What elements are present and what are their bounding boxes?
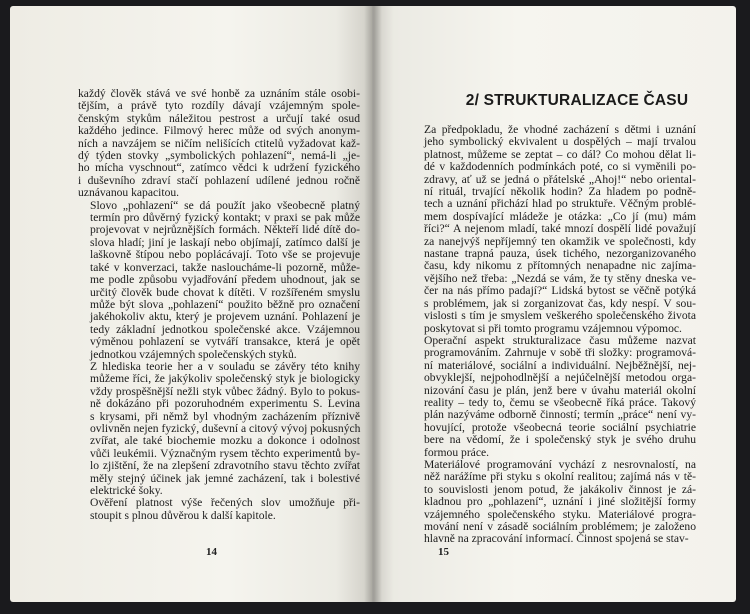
paragraph	[412, 335, 696, 459]
text-line: bere na vědomí, že i společenský styk je svého druhu	[424, 433, 696, 447]
text-line: uznávanou kapacitou.	[78, 186, 180, 200]
book-spread	[10, 6, 736, 602]
paragraph	[412, 459, 696, 546]
text-line: lo zjištění, že na zlepšení zdravotního stavu těchto zvířat	[90, 459, 360, 473]
text-line: tějším, a právě tyto rozdíly dávají vzájemným spole-	[78, 99, 360, 113]
text-line: můžeme říci, že jakýkoliv společenský styk je biologicky	[90, 372, 360, 386]
left-page-text	[78, 88, 360, 522]
text-line: může být slova „pohlazení“ použito běžně pro označení	[90, 297, 360, 311]
paragraph	[78, 361, 360, 497]
text-line: mování není v zásadě sociálním problémem; je založeno	[424, 520, 696, 533]
text-line: vůči leukémii. Význačným rysem těchto experimentů by-	[90, 446, 360, 460]
text-line: říci?“ A nejenom mladí, také mnozí dospělí lidé považují	[424, 222, 696, 236]
text-line: termín pro důvěrný fyzický kontakt; v praxi se pak může	[90, 211, 360, 225]
text-line: projevovat v nejrůznějších formách. Někteří lidé dítě do-	[90, 223, 360, 237]
text-line: měly stejný účinek jak jemné zacházení, tak i bolestivé	[90, 471, 360, 485]
text-line: obvyklejší, nejpohodlnější a nejúčelnější metodou orga-	[424, 371, 696, 385]
text-line: zdravy, ať už se jedná o přátelské „Ahoj!“ nebo oriental-	[424, 172, 696, 186]
text-line: za nanejvýš nepříjemný ten okamžik ve společnosti, kdy	[424, 234, 696, 248]
text-line: tedy základní jednotkou společenské akce. Vzájemnou	[90, 322, 360, 336]
text-line: formou práce.	[424, 445, 490, 459]
book-gutter	[364, 6, 382, 602]
text-line: ní rituál, trvající několik hodin? Za hladem po podně-	[424, 185, 696, 199]
text-line: určitý člověk bude chovat k dítěti. V rozšířeném smyslu	[90, 285, 360, 299]
text-line: Za předpokladu, že vhodné zacházení s dětmi i uznání	[424, 123, 696, 136]
paragraph	[412, 124, 696, 335]
text-line: i duševního zdraví stačí pohlazení udílené jednou ročně	[78, 173, 360, 187]
text-line: Slovo „pohlazení“ se dá použít jako všeobecně platný	[90, 198, 360, 212]
text-line: čer na nás přímo padají?“ Lidská bytost se věčně potýká	[424, 284, 696, 298]
text-line: vějšího než třeba: „Nezdá se vám, že ty stěny dneska ve-	[424, 271, 696, 285]
text-line: to souvislosti jenom potud, že jakákoliv činnost je zá-	[424, 482, 696, 496]
text-line: Ověření platnost výše řečených slov umožňuje při-	[90, 496, 360, 510]
text-line: platnost, můžeme se zeptat – co dál? Co mohou dělat li-	[424, 147, 696, 161]
text-line: elektrické šoky.	[90, 484, 163, 497]
text-line: dé v každodenních podmínkách poté, co si vyměnili po-	[424, 160, 696, 174]
text-line: mem dospívající mládeže je otázka: „Co jí (mu) mám	[424, 209, 696, 223]
left-page-number: 14	[206, 546, 217, 558]
text-line: jednotkou vzájemných společenských styků.	[90, 347, 297, 361]
text-line: hovující, protože všeobecná teorie sociální psychiatrie	[424, 420, 696, 434]
right-page-text	[412, 124, 696, 546]
text-line: jakéhokoliv aktu, který je projevem uznání. Pohlazení je	[90, 310, 360, 324]
text-line: také v konverzaci, takže nasloucháme-li pozorně, může-	[90, 260, 360, 274]
text-line: vislosti s tím je smyslem veškerého společenského života	[424, 309, 696, 323]
paragraph	[78, 200, 360, 361]
text-line: zvířat, ale také biochemie mozku a dokonce i odolnost	[90, 434, 360, 448]
text-line: s problémem, jak si zorganizovat čas, kdy nespí. V sou-	[424, 296, 696, 310]
text-line: ních a navzájem se ničím nelišících ctitelů vyžadovat kaž-	[78, 136, 360, 150]
text-line: poskytovat si při tomto programu vzájemnou výpomoc.	[424, 321, 682, 335]
text-line: nizování času je plán, jenž bere v úvahu materiál okolní	[424, 383, 696, 397]
text-line: me podle způsobu vyjadřování předem uhodnout, jak se	[90, 273, 360, 287]
paragraph	[78, 88, 360, 200]
text-line: času, kdy nikomu z přítomných nenapadne nic zajíma-	[424, 259, 696, 273]
text-line: laškovně štípou nebo poplácávají. Toto vše se projevuje	[90, 248, 360, 262]
chapter-title: 2/ STRUKTURALIZACE ČASU	[465, 92, 689, 109]
text-line: reality – tedy to, čemu se všeobecně říká práce. Takový	[424, 395, 696, 409]
right-page-number: 15	[438, 546, 449, 558]
paragraph	[78, 497, 360, 522]
text-line: slova hladí; jiní je laskají nebo objímají, zatímco další je	[90, 235, 360, 249]
text-line: každý člověk stává ve své honbě za uznáním stále osobi-	[78, 87, 360, 100]
right-page	[372, 6, 736, 602]
text-line: Materiálové programování vychází z nesrovnalostí, na	[424, 457, 696, 471]
text-line: vzájemného společenského styku. Materiálové progra-	[424, 507, 696, 521]
text-line: čenským stykům náležitou pestrost a určují také osud	[78, 111, 360, 125]
text-line: Z hlediska teorie her a v souladu se závěry této knihy	[90, 359, 360, 373]
left-page	[10, 6, 372, 602]
text-line: vždy prospěšnější nežli styk vůbec žádný. Bylo to pokus-	[90, 384, 360, 398]
text-line: programováním. Zahrnuje v sobě tři složky: programová-	[424, 346, 696, 360]
text-line: jeho symbolický ekvivalent u dospělých – mají trvalou	[424, 135, 696, 149]
text-line: každého jedince. Filmový herec může od svých anonym-	[78, 124, 360, 138]
text-line: plán nazýváme odborně činností; termín „práce“ není vy-	[424, 408, 696, 422]
text-line: něž narážíme při styku s okolní realitou; zajímá nás v tě-	[424, 470, 696, 484]
text-line: s krysami, při němž byl vhodným zacházením příznivě	[90, 409, 360, 423]
text-line: dý týden stovky „symbolických pohlazení“, nemá-li „je-	[78, 149, 360, 163]
text-line: nastane trapná pauza, úsek tichého, nezorganizovaného	[424, 247, 696, 261]
text-line: Operační aspekt strukturalizace času můžeme nazvat	[424, 333, 696, 347]
text-line: kladnou pro „pohlazení“, uznání i jiné složitější formy	[424, 495, 696, 509]
text-line: hlavně na zpracování informací. Činnost spojená se stav-	[424, 532, 689, 546]
text-line: ně dokázáno při pozoruhodném experimentu S. Levina	[90, 397, 360, 411]
text-line: ovlivněn nejen fyzický, duševní a citový vývoj pokusných	[90, 421, 361, 435]
text-line: stoupit s plnou důvěrou k další kapitole.	[90, 508, 276, 522]
text-line: tech a uznání přichází hlad po struktuře. Věčným problé-	[424, 197, 696, 211]
text-line: ní materiálové, sociální a individuální. Nejběžnější, nej-	[424, 358, 696, 372]
text-line: výměnou pohlazení se vytváří transakce, která je opět	[90, 335, 360, 349]
text-line: ho mícha vyschnout“, zatímco vědci k udržení fyzického	[78, 161, 360, 175]
